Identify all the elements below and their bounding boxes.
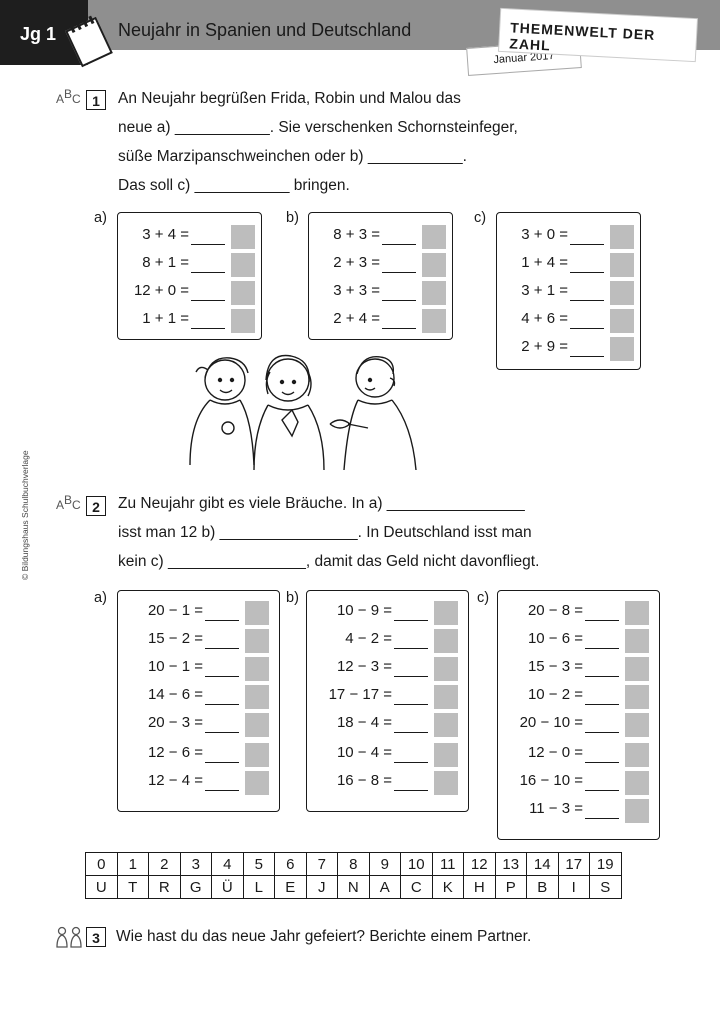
answer-field[interactable] xyxy=(570,285,604,301)
answer-field[interactable] xyxy=(205,661,239,677)
answer-field[interactable] xyxy=(394,605,428,621)
task3-text: Wie hast du das neue Jahr gefeiert? Berichte einem Partner. xyxy=(116,928,532,945)
equation: 4 + 6 = xyxy=(521,309,604,329)
answer-letter-box[interactable] xyxy=(245,657,269,681)
equation: 15 − 2 = xyxy=(148,629,239,649)
answer-field[interactable] xyxy=(205,717,239,733)
exercise-box xyxy=(306,590,469,812)
task1-line-1: An Neujahr begrüßen Frida, Robin und Malou das xyxy=(118,90,461,107)
task1-line-4: Das soll c) ___________ bringen. xyxy=(118,177,350,194)
equation: 12 − 4 = xyxy=(148,771,239,791)
equation: 10 − 1 = xyxy=(148,657,239,677)
answer-letter-box[interactable] xyxy=(610,281,634,305)
code-number: 3 xyxy=(180,853,212,876)
answer-letter-box[interactable] xyxy=(422,309,446,333)
equation: 20 − 1 = xyxy=(148,601,239,621)
answer-letter-box[interactable] xyxy=(434,601,458,625)
equation: 20 − 10 = xyxy=(520,713,619,733)
equation: 11 − 3 = xyxy=(529,799,619,819)
code-number: 19 xyxy=(590,853,622,876)
answer-field[interactable] xyxy=(394,661,428,677)
answer-field[interactable] xyxy=(394,775,428,791)
code-number: 9 xyxy=(369,853,401,876)
answer-field[interactable] xyxy=(382,257,416,273)
task1-line-2: neue a) ___________. Sie verschenken Schornsteinfeger, xyxy=(118,119,518,136)
code-number: 0 xyxy=(86,853,118,876)
equation: 4 − 2 = xyxy=(345,629,428,649)
abc-icon: ABC xyxy=(56,87,81,106)
equation: 3 + 4 = xyxy=(142,225,225,245)
code-number: 2 xyxy=(149,853,181,876)
abc-icon: ABC xyxy=(56,493,81,512)
box-label: a) xyxy=(94,590,107,606)
answer-field[interactable] xyxy=(205,775,239,791)
equation: 8 + 1 = xyxy=(142,253,225,273)
equation: 15 − 3 = xyxy=(528,657,619,677)
code-number: 14 xyxy=(527,853,559,876)
code-letter: I xyxy=(558,876,590,899)
answer-letter-box[interactable] xyxy=(625,771,649,795)
answer-field[interactable] xyxy=(191,285,225,301)
answer-field[interactable] xyxy=(382,229,416,245)
answer-field[interactable] xyxy=(394,717,428,733)
equation: 2 + 4 = xyxy=(333,309,416,329)
answer-letter-box[interactable] xyxy=(610,253,634,277)
answer-letter-box[interactable] xyxy=(245,685,269,709)
equation: 2 + 3 = xyxy=(333,253,416,273)
answer-field[interactable] xyxy=(570,229,604,245)
code-letter: J xyxy=(306,876,338,899)
answer-letter-box[interactable] xyxy=(231,309,255,333)
answer-field[interactable] xyxy=(585,605,619,621)
equation: 16 − 8 = xyxy=(337,771,428,791)
code-letter: C xyxy=(401,876,433,899)
answer-letter-box[interactable] xyxy=(231,281,255,305)
equation: 1 + 1 = xyxy=(142,309,225,329)
code-number: 5 xyxy=(243,853,275,876)
exercise-box xyxy=(117,590,280,812)
answer-letter-box[interactable] xyxy=(434,685,458,709)
answer-letter-box[interactable] xyxy=(245,713,269,737)
code-letter: G xyxy=(180,876,212,899)
answer-field[interactable] xyxy=(205,689,239,705)
answer-letter-box[interactable] xyxy=(245,771,269,795)
equation: 12 − 6 = xyxy=(148,743,239,763)
answer-field[interactable] xyxy=(585,689,619,705)
answer-field[interactable] xyxy=(205,605,239,621)
answer-letter-box[interactable] xyxy=(434,713,458,737)
box-label: c) xyxy=(474,210,487,226)
equation: 10 − 4 = xyxy=(337,743,428,763)
code-letters-row xyxy=(86,876,622,899)
equation: 3 + 0 = xyxy=(521,225,604,245)
answer-letter-box[interactable] xyxy=(434,657,458,681)
code-letter: Ü xyxy=(212,876,244,899)
answer-field[interactable] xyxy=(191,229,225,245)
code-number: 17 xyxy=(558,853,590,876)
answer-field[interactable] xyxy=(205,747,239,763)
equation: 17 − 17 = xyxy=(329,685,428,705)
answer-field[interactable] xyxy=(585,803,619,819)
box-label: c) xyxy=(477,590,490,606)
equation: 8 + 3 = xyxy=(333,225,416,245)
equation: 12 − 0 = xyxy=(528,743,619,763)
equation: 20 − 3 = xyxy=(148,713,239,733)
code-letter: E xyxy=(275,876,307,899)
issue-tag: Januar 2017 xyxy=(466,40,582,76)
equation: 10 − 2 = xyxy=(528,685,619,705)
answer-letter-box[interactable] xyxy=(245,743,269,767)
answer-field[interactable] xyxy=(570,341,604,357)
task-number: 3 xyxy=(86,927,106,947)
children-illustration xyxy=(180,350,420,470)
code-number: 10 xyxy=(401,853,433,876)
code-number: 11 xyxy=(432,853,464,876)
answer-field[interactable] xyxy=(585,775,619,791)
equation: 18 − 4 = xyxy=(337,713,428,733)
answer-field[interactable] xyxy=(191,257,225,273)
answer-field[interactable] xyxy=(585,717,619,733)
equation: 3 + 1 = xyxy=(521,281,604,301)
answer-field[interactable] xyxy=(570,313,604,329)
code-letter: K xyxy=(432,876,464,899)
code-letter: R xyxy=(149,876,181,899)
exercise-box xyxy=(497,590,660,840)
answer-field[interactable] xyxy=(205,633,239,649)
code-letter: B xyxy=(527,876,559,899)
answer-field[interactable] xyxy=(394,689,428,705)
equation: 20 − 8 = xyxy=(528,601,619,621)
answer-letter-box[interactable] xyxy=(422,281,446,305)
answer-letter-box[interactable] xyxy=(231,225,255,249)
box-label: a) xyxy=(94,210,107,226)
equation: 10 − 9 = xyxy=(337,601,428,621)
equation: 12 + 0 = xyxy=(134,281,225,301)
code-letter: L xyxy=(243,876,275,899)
code-letter: P xyxy=(495,876,527,899)
task2-line-3: kein c) ________________, damit das Geld nicht davonfliegt. xyxy=(118,553,540,570)
task-number: 1 xyxy=(86,90,106,110)
answer-field[interactable] xyxy=(394,747,428,763)
page-title: Neujahr in Spanien und Deutschland xyxy=(118,20,412,40)
code-number: 6 xyxy=(275,853,307,876)
answer-field[interactable] xyxy=(382,285,416,301)
answer-letter-box[interactable] xyxy=(625,743,649,767)
code-letter: T xyxy=(117,876,149,899)
exercise-box xyxy=(496,212,641,370)
answer-letter-box[interactable] xyxy=(625,713,649,737)
equation: 3 + 3 = xyxy=(333,281,416,301)
answer-field[interactable] xyxy=(585,747,619,763)
answer-letter-box[interactable] xyxy=(422,253,446,277)
task2-line-1: Zu Neujahr gibt es viele Bräuche. In a) ________________ xyxy=(118,495,525,512)
equation: 16 − 10 = xyxy=(520,771,619,791)
code-letter: A xyxy=(369,876,401,899)
answer-letter-box[interactable] xyxy=(610,337,634,361)
task1-line-3: süße Marzipanschweinchen oder b) ___________. xyxy=(118,148,467,165)
code-letter: H xyxy=(464,876,496,899)
answer-field[interactable] xyxy=(570,257,604,273)
code-numbers-row xyxy=(86,853,622,876)
code-table xyxy=(85,852,622,899)
exercise-box xyxy=(117,212,262,340)
answer-letter-box[interactable] xyxy=(434,629,458,653)
code-number: 12 xyxy=(464,853,496,876)
equation: 12 − 3 = xyxy=(337,657,428,677)
code-letter: U xyxy=(86,876,118,899)
code-letter: N xyxy=(338,876,370,899)
answer-letter-box[interactable] xyxy=(434,771,458,795)
answer-field[interactable] xyxy=(394,633,428,649)
answer-letter-box[interactable] xyxy=(625,601,649,625)
equation: 1 + 4 = xyxy=(521,253,604,273)
equation: 10 − 6 = xyxy=(528,629,619,649)
answer-field[interactable] xyxy=(585,633,619,649)
answer-letter-box[interactable] xyxy=(231,253,255,277)
code-number: 1 xyxy=(117,853,149,876)
partner-icon xyxy=(54,926,84,948)
answer-letter-box[interactable] xyxy=(625,799,649,823)
answer-letter-box[interactable] xyxy=(434,743,458,767)
code-number: 13 xyxy=(495,853,527,876)
answer-letter-box[interactable] xyxy=(625,657,649,681)
answer-field[interactable] xyxy=(585,661,619,677)
code-number: 7 xyxy=(306,853,338,876)
box-label: b) xyxy=(286,210,299,226)
answer-letter-box[interactable] xyxy=(625,629,649,653)
unit-badge-label: Jg 1 xyxy=(20,24,57,44)
answer-field[interactable] xyxy=(191,313,225,329)
copyright-note: © Bildungshaus Schulbuchverlage xyxy=(20,450,30,580)
answer-letter-box[interactable] xyxy=(422,225,446,249)
task2-line-2: isst man 12 b) ________________. In Deutschland isst man xyxy=(118,524,532,541)
answer-letter-box[interactable] xyxy=(245,629,269,653)
box-label: b) xyxy=(286,590,299,606)
equation: 2 + 9 = xyxy=(521,337,604,357)
answer-letter-box[interactable] xyxy=(245,601,269,625)
exercise-box xyxy=(308,212,453,340)
equation: 14 − 6 = xyxy=(148,685,239,705)
answer-letter-box[interactable] xyxy=(610,309,634,333)
answer-letter-box[interactable] xyxy=(610,225,634,249)
code-number: 8 xyxy=(338,853,370,876)
code-number: 4 xyxy=(212,853,244,876)
task-number: 2 xyxy=(86,496,106,516)
brand-text: THEMENWELT DER ZAHL xyxy=(509,19,656,54)
answer-letter-box[interactable] xyxy=(625,685,649,709)
code-letter: S xyxy=(590,876,622,899)
answer-field[interactable] xyxy=(382,313,416,329)
